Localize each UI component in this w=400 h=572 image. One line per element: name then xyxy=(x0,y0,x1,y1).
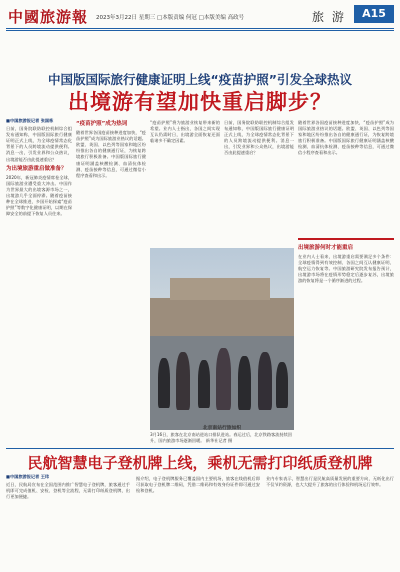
article2-byline: ■中国旅游报记者 王玮 xyxy=(6,474,50,479)
article2-paragraph: 据介绍，电子登机牌服务已覆盖国内主要机场，旅客在线值机后即可获取电子登机牌二维码，凭借二维码和有效身份证件即可通过安检和登机。 xyxy=(136,476,260,494)
article1-paragraph: 在业内人士看来，出境游重启需要满足多个条件：全球疫情得到有效控制、各国之间互认健康证明、航空运力恢复等。中国旅游研究院发布报告预计，出境游市场将在疫情形势稳定后逐步复苏，出境旅游的恢复将是一个循序渐进的过程。 xyxy=(298,254,394,284)
article1-paragraph: “疫苗护照”将为旅游业恢复带来新的希望。业内人士指出，各国之间实现互认仍需时日，出境游全面恢复还面临诸多不确定因素。 xyxy=(150,120,220,144)
dateline: 2023年3月22日 星期三 □本版责编 何冠 □本版美编 高政号 xyxy=(96,15,245,21)
section-title: 旅 游 xyxy=(312,10,346,24)
article1-subhead: “疫苗护照”成为热词 xyxy=(76,121,128,127)
article2-headline: 民航智慧电子登机牌上线，乘机无需打印纸质登机牌 xyxy=(27,454,373,472)
article1-kicker: 中国版国际旅行健康证明上线“疫苗护照”引发全球热议 xyxy=(48,72,352,87)
masthead-rule-thin xyxy=(6,30,394,31)
masthead xyxy=(0,0,400,50)
article1-column-5 xyxy=(298,242,394,444)
section-divider xyxy=(6,448,394,449)
article1-paragraph: 日前，国务院联防联控机制综合组发布通知称，中国版国际旅行健康证明正式上线，为全球疫情常态化背景下的人员跨境流动提供便利。消息一出，引发业界和公众热议，出境游能否由此提速重启？ xyxy=(224,120,294,156)
article2-column-3 xyxy=(266,474,394,568)
page-number: A15 xyxy=(354,5,394,23)
article2-paragraph: 近日，民航局宣布在全国范围内推广智慧电子登机牌，旅客通过手机即可完成值机、安检、登机等全流程，无需打印纸质登机牌，出行更加便捷。 xyxy=(6,482,130,500)
article1-column-1 xyxy=(6,118,72,444)
article1-byline: ■中国旅游报记者 张国栋 xyxy=(6,118,54,123)
photo-title: 北京南站行旅如织 xyxy=(202,426,242,431)
article1-subhead: 为出境旅游重启做准备？ xyxy=(6,165,67,172)
photo-caption: 3月16日，旅客在北京南站进站口排队进站。春运过后，北京铁路客流持续回升，国内旅游市场逐渐回暖。 新华社记者 摄 xyxy=(150,432,292,443)
article1-column-4 xyxy=(298,118,394,238)
article1-column-3b xyxy=(224,118,294,244)
news-photo-railway-station xyxy=(150,248,294,430)
article1-paragraph: 日前，国务院联防联控机制综合组发布通知称，中国版国际旅行健康证明正式上线，为全球疫情常态化背景下的人员跨境流动提供便利。消息一出，引发业界和公众热议，出境游能否由此提速重启？ xyxy=(6,126,72,162)
masthead-rule xyxy=(6,28,394,29)
article2-column-1 xyxy=(6,474,130,568)
article1-paragraph: 随着世界各国疫苗接种进度加快，“疫苗护照”成为国际旅游业热议的话题。欧盟、英国、以色列等国家和地区纷纷推出各自的健康通行证，为恢复跨境旅行积极准备。中国版国际旅行健康证明涵盖核酸检测、血清抗体检测、疫苗接种等信息，可通过微信小程序查看和出示。 xyxy=(298,120,394,156)
article2-paragraph: 业内专家表示，智慧出行是民航高质量发展的重要方向，无纸化出行不仅节约资源，也大大提升了旅客的出行体验和机场运行效率。 xyxy=(266,476,394,488)
article1-headline: 出境游有望加快重启脚步？ xyxy=(68,90,332,114)
article2-column-2 xyxy=(136,474,260,568)
article1-column-3 xyxy=(150,118,220,244)
subhead-rule xyxy=(298,238,394,240)
article1-column-2 xyxy=(76,118,146,444)
newspaper-logo: 中國旅游報 xyxy=(8,8,89,26)
article1-paragraph: 2020年，新冠肺炎疫情席卷全球，国际旅游业遭受重大冲击。中国作为世界最大的出境客源市场之一，出境游几乎全面停滞。随着疫苗接种在全球推进，多国开始探索“疫苗护照”等数字化健康证明，以期在保障安全的前提下恢复人员往来。 xyxy=(6,174,72,217)
article1-paragraph: 随着世界各国疫苗接种进度加快，“疫苗护照”成为国际旅游业热议的话题。欧盟、英国、以色列等国家和地区纷纷推出各自的健康通行证，为恢复跨境旅行积极准备。中国版国际旅行健康证明涵盖核酸检测、血清抗体检测、疫苗接种等信息，可通过微信小程序查看和出示。 xyxy=(76,130,146,178)
article1-subhead: 出境旅游何时才能重启 xyxy=(298,245,354,251)
